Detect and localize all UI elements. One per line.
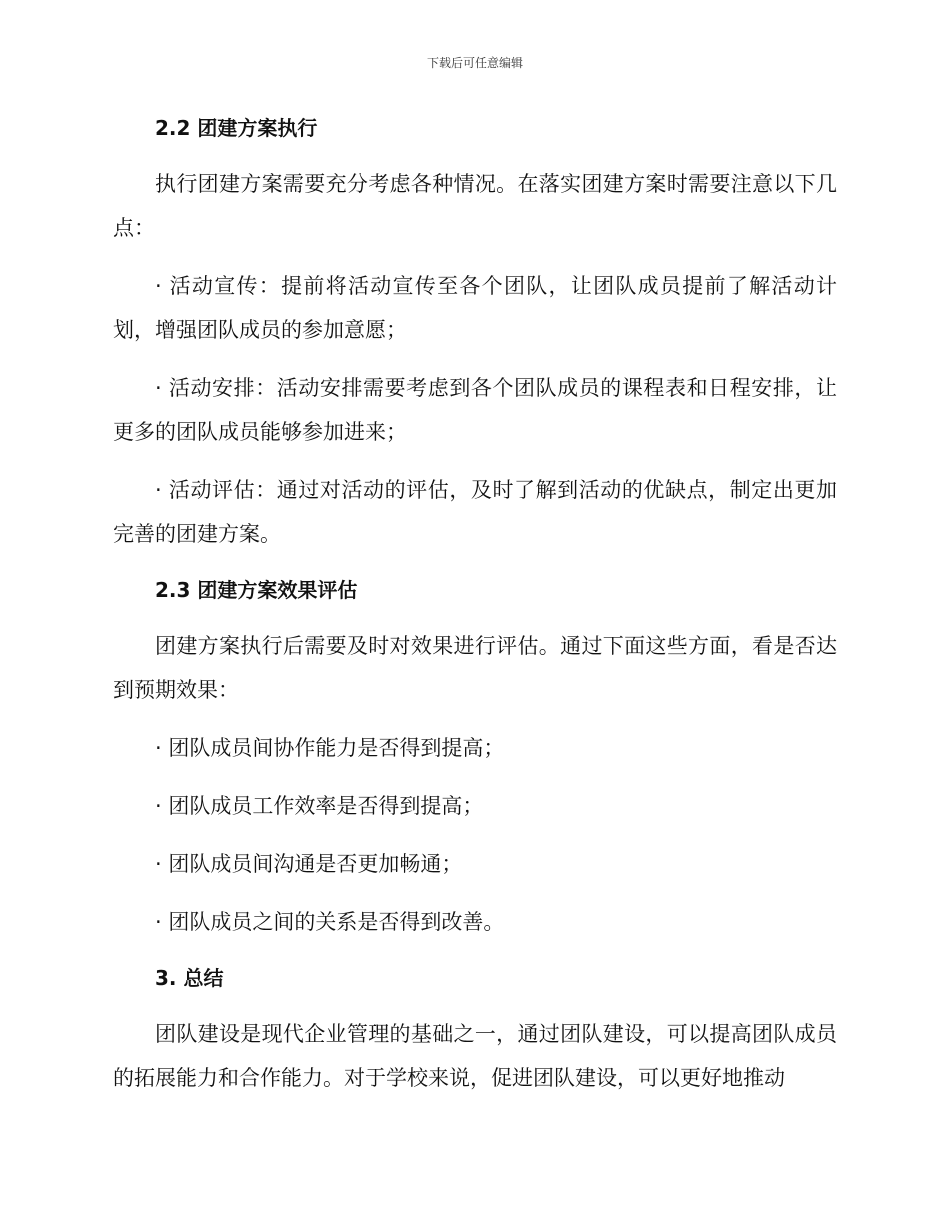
document-body (113, 108, 837, 1100)
paragraph: 团建方案执行后需要及时对效果进行评估。通过下面这些方面，看是否达到预期效果： (113, 634, 837, 702)
paragraph: 执行团建方案需要充分考虑各种情况。在落实团建方案时需要注意以下几点： (113, 172, 837, 240)
section-heading-2-2: 2.2 团建方案执行 (155, 116, 318, 140)
paragraph: 团队建设是现代企业管理的基础之一，通过团队建设，可以提高团队成员的拓展能力和合作能力。对于学校来说，促进团队建设，可以更好地推动 (113, 1022, 837, 1090)
bullet-paragraph: · 团队成员间协作能力是否得到提高； (155, 736, 505, 760)
bullet-paragraph: · 活动评估：通过对活动的评估，及时了解到活动的优缺点，制定出更加完善的团建方案。 (113, 478, 837, 546)
section-heading-2-3: 2.3 团建方案效果评估 (155, 578, 358, 602)
bullet-paragraph: · 团队成员工作效率是否得到提高； (155, 794, 484, 818)
section-heading-3: 3. 总结 (155, 966, 224, 990)
bullet-paragraph: · 活动宣传：提前将活动宣传至各个团队，让团队成员提前了解活动计划，增强团队成员的参加意愿； (113, 274, 837, 342)
bullet-paragraph: · 团队成员间沟通是否更加畅通； (155, 852, 463, 876)
page-header: 下载后可任意编辑 (426, 56, 523, 70)
bullet-paragraph: · 团队成员之间的关系是否得到改善。 (155, 910, 505, 934)
bullet-paragraph: · 活动安排：活动安排需要考虑到各个团队成员的课程表和日程安排，让更多的团队成员能够参加进来； (113, 376, 837, 444)
